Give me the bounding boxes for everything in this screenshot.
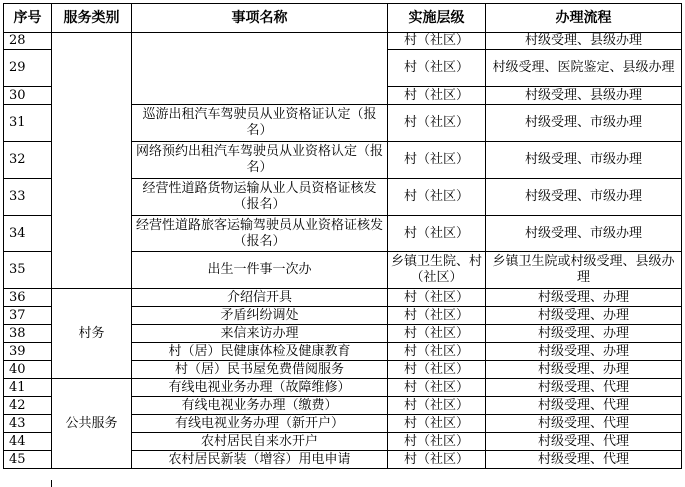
cell-process: 村级受理、市级办理 xyxy=(486,179,682,216)
cell-item: 农村居民新装（增容）用电申请 xyxy=(132,451,388,469)
cell-item: 村（居）民书屋免费借阅服务 xyxy=(132,361,388,379)
header-process: 办理流程 xyxy=(486,4,682,33)
cell-level: 村（社区） xyxy=(388,142,486,179)
cell-level: 村（社区） xyxy=(388,397,486,415)
cell-category-cunwu: 村务 xyxy=(52,289,132,379)
cell-seq: 38 xyxy=(4,325,52,343)
cell-level: 村（社区） xyxy=(388,105,486,142)
cell-process: 村级受理、办理 xyxy=(486,325,682,343)
cell-process: 村级受理、代理 xyxy=(486,415,682,433)
header-seq: 序号 xyxy=(4,4,52,33)
header-item: 事项名称 xyxy=(132,4,388,33)
cell-level: 村（社区） xyxy=(388,50,486,87)
cell-process: 村级受理、市级办理 xyxy=(486,142,682,179)
cell-seq: 36 xyxy=(4,289,52,307)
header-level: 实施层级 xyxy=(388,4,486,33)
cell-category-gonggong: 公共服务 xyxy=(52,379,132,469)
cell-process: 乡镇卫生院或村级受理、县级办理 xyxy=(486,252,682,289)
cell-level: 村（社区） xyxy=(388,433,486,451)
cell-seq: 31 xyxy=(4,105,52,142)
cell-seq: 41 xyxy=(4,379,52,397)
cell-level: 乡镇卫生院、村（社区） xyxy=(388,252,486,289)
header-category: 服务类别 xyxy=(52,4,132,33)
cell-seq: 40 xyxy=(4,361,52,379)
table-row xyxy=(4,379,682,397)
cell-item: 有线电视业务办理（新开户） xyxy=(132,415,388,433)
cell-item: 出生一件事一次办 xyxy=(132,252,388,289)
cell-level: 村（社区） xyxy=(388,415,486,433)
cell-seq: 45 xyxy=(4,451,52,469)
cell-category-blank xyxy=(52,33,132,289)
cell-process: 村级受理、办理 xyxy=(486,307,682,325)
cell-level: 村（社区） xyxy=(388,289,486,307)
continuation-line xyxy=(51,480,52,487)
table-row xyxy=(4,33,682,50)
cell-level: 村（社区） xyxy=(388,361,486,379)
cell-item: 巡游出租汽车驾驶员从业资格证认定（报名） xyxy=(132,105,388,142)
cell-process: 村级受理、市级办理 xyxy=(486,216,682,252)
cell-process: 村级受理、县级办理 xyxy=(486,87,682,105)
cell-seq: 33 xyxy=(4,179,52,216)
cell-process: 村级受理、代理 xyxy=(486,433,682,451)
cell-seq: 37 xyxy=(4,307,52,325)
cell-level: 村（社区） xyxy=(388,87,486,105)
cell-item: 农村居民自来水开户 xyxy=(132,433,388,451)
cell-item: 矛盾纠纷调处 xyxy=(132,307,388,325)
cell-process: 村级受理、办理 xyxy=(486,343,682,361)
cell-level: 村（社区） xyxy=(388,451,486,469)
cell-seq: 35 xyxy=(4,252,52,289)
cell-item: 有线电视业务办理（故障维修） xyxy=(132,379,388,397)
cell-item: 村（居）民健康体检及健康教育 xyxy=(132,343,388,361)
cell-seq: 39 xyxy=(4,343,52,361)
cell-seq: 42 xyxy=(4,397,52,415)
cell-level: 村（社区） xyxy=(388,216,486,252)
cell-item: 网络预约出租汽车驾驶员从业资格认定（报名） xyxy=(132,142,388,179)
cell-item: 经营性道路货物运输从业人员资格证核发（报名） xyxy=(132,179,388,216)
cell-process: 村级受理、县级办理 xyxy=(486,33,682,50)
cell-level: 村（社区） xyxy=(388,343,486,361)
cell-level: 村（社区） xyxy=(388,379,486,397)
cell-process: 村级受理、办理 xyxy=(486,361,682,379)
cell-level: 村（社区） xyxy=(388,307,486,325)
cell-seq: 32 xyxy=(4,142,52,179)
cell-level: 村（社区） xyxy=(388,179,486,216)
cell-item: 介绍信开具 xyxy=(132,289,388,307)
cell-seq: 43 xyxy=(4,415,52,433)
table-header-row xyxy=(4,4,682,33)
service-items-table xyxy=(3,3,682,469)
cell-item xyxy=(132,33,388,105)
cell-level: 村（社区） xyxy=(388,33,486,50)
cell-process: 村级受理、医院鉴定、县级办理 xyxy=(486,50,682,87)
cell-process: 村级受理、代理 xyxy=(486,397,682,415)
cell-process: 村级受理、市级办理 xyxy=(486,105,682,142)
cell-process: 村级受理、代理 xyxy=(486,379,682,397)
cell-process: 村级受理、代理 xyxy=(486,451,682,469)
table-row xyxy=(4,289,682,307)
cell-seq: 30 xyxy=(4,87,52,105)
cell-item: 有线电视业务办理（缴费） xyxy=(132,397,388,415)
cell-seq: 28 xyxy=(4,33,52,50)
cell-seq: 44 xyxy=(4,433,52,451)
cell-seq: 34 xyxy=(4,216,52,252)
cell-seq: 29 xyxy=(4,50,52,87)
cell-process: 村级受理、办理 xyxy=(486,289,682,307)
cell-level: 村（社区） xyxy=(388,325,486,343)
cell-item: 经营性道路旅客运输驾驶员从业资格证核发（报名） xyxy=(132,216,388,252)
cell-item: 来信来访办理 xyxy=(132,325,388,343)
